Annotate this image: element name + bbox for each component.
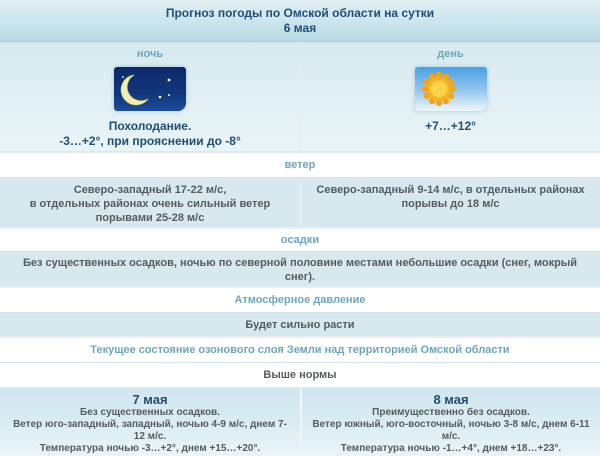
forecast-day-2-precip: Преимущественно без осадков. (372, 407, 530, 418)
ozone-value: Выше нормы (0, 363, 600, 388)
wind-row (0, 178, 600, 229)
forecast-day-2-date: 8 мая (433, 392, 469, 407)
forecast-day-1-date: 7 мая (132, 392, 168, 407)
forecast-day-2 (300, 388, 600, 456)
forecast-day-1-precip: Без существенных осадков. (80, 407, 220, 418)
multi-day-forecast (0, 388, 600, 456)
forecast-header (0, 0, 600, 42)
today-conditions (0, 42, 600, 153)
forecast-date: 6 мая (283, 21, 317, 35)
forecast-day-2-temp: Температура ночью -1…+4°, днем +18…+23°. (340, 443, 562, 454)
forecast-title: Прогноз погоды по Омской области на сутки (165, 6, 435, 20)
night-temperature: -3…+2°, при прояснении до -8° (59, 134, 241, 148)
forecast-day-2-wind: Ветер южный, юго-восточный, ночью 3-8 м/с, днем 6-11 м/с. (312, 419, 590, 442)
wind-day: Северо-западный 9-14 м/с, в отдельных районах порывы до 18 м/с (300, 183, 600, 227)
day-label: день (437, 48, 464, 60)
day-column (300, 42, 600, 151)
night-label: ночь (136, 48, 164, 60)
wind-night-line1: Северо-западный 17-22 м/с, (73, 184, 227, 196)
wind-night-line2: в отдельных районах очень сильный ветер порывами 25-28 м/с (29, 198, 271, 224)
night-summary-line1: Похолодание. (108, 119, 192, 133)
sunny-icon (415, 67, 487, 111)
night-column (0, 42, 300, 151)
day-temperature: +7…+12° (425, 119, 476, 133)
wind-section-label: ветер (0, 153, 600, 178)
precipitation-value: Без существенных осадков, ночью по северной половине местами небольшие осадки (снег, мокрый снег). (0, 252, 600, 288)
night-summary (0, 119, 300, 149)
forecast-day-1-wind: Ветер юго-западный, западный, ночью 4-9 м/с, днем 7-12 м/с. (13, 419, 287, 442)
wind-night (0, 183, 300, 227)
precipitation-section-label: осадки (0, 229, 600, 252)
forecast-day-1-temp: Температура ночью -3…+2°, днем +15…+20°. (39, 443, 261, 454)
night-moon-stars-icon (114, 67, 186, 111)
pressure-value: Будет сильно расти (0, 313, 600, 338)
forecast-day-1 (0, 388, 300, 456)
pressure-section-label: Атмосферное давление (0, 288, 600, 313)
ozone-section-label: Текущее состояние озонового слоя Земли над территорией Омской области (0, 338, 600, 363)
